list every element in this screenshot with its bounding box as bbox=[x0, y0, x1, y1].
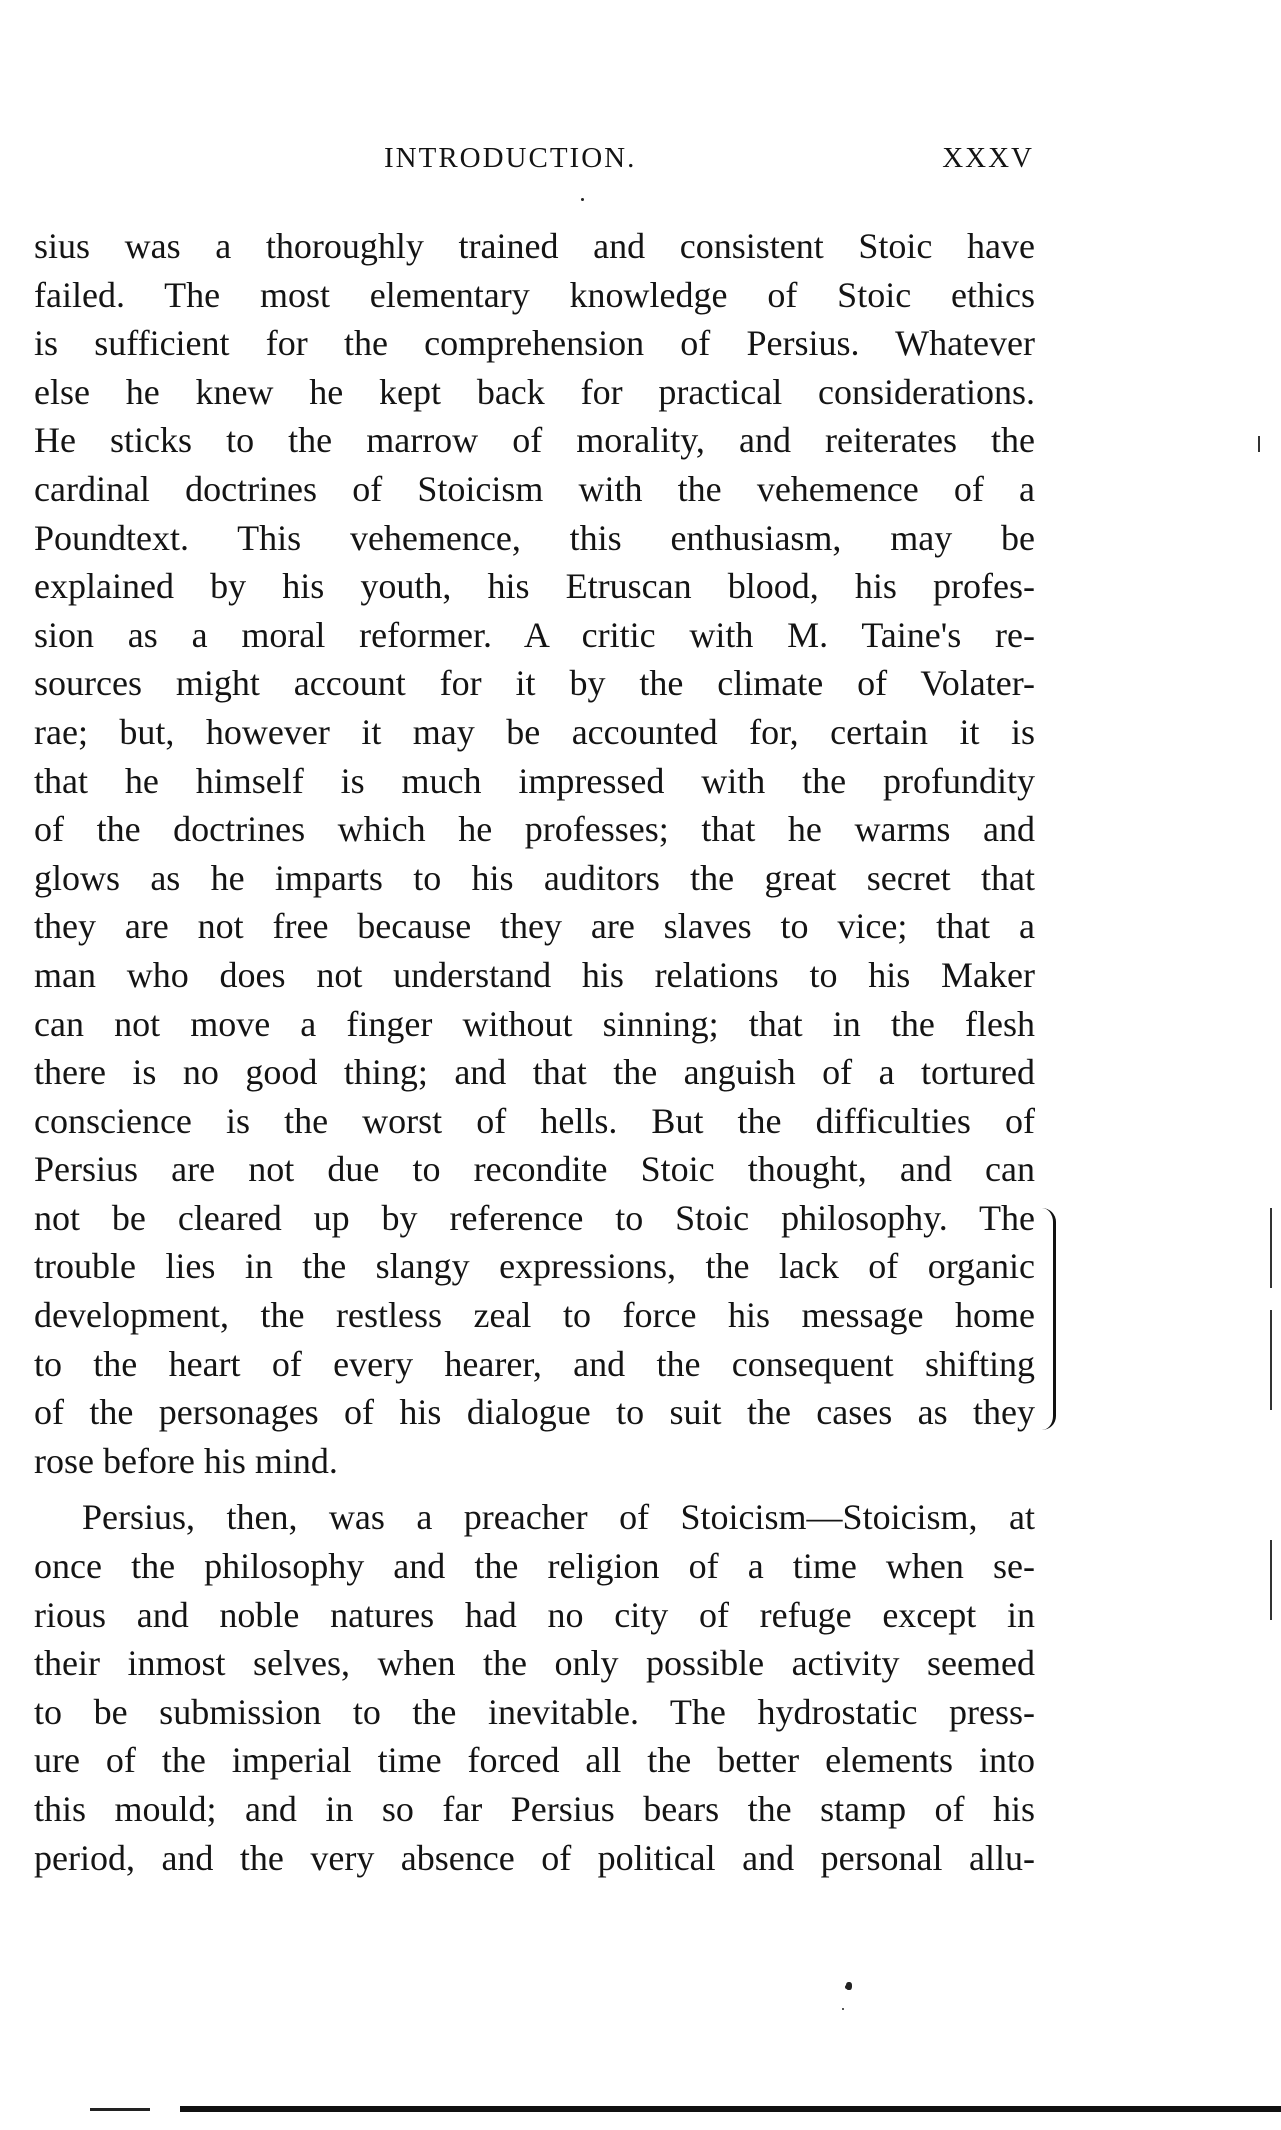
print-speck bbox=[842, 2008, 844, 2010]
text-line: is sufficient for the comprehension of Persius. Whatever bbox=[34, 323, 1035, 364]
paragraph-2 bbox=[34, 1493, 1035, 1882]
text-line: else he knew he kept back for practical considerations. bbox=[34, 371, 1035, 412]
text-line: failed. The most elementary knowledge of Stoic ethics bbox=[34, 274, 1035, 315]
text-line: to be submission to the inevitable. The hydrostatic press- bbox=[34, 1691, 1035, 1732]
text-line: explained by his youth, his Etruscan blood, his profes- bbox=[34, 566, 1035, 607]
text-line: their inmost selves, when the only possible activity seemed bbox=[34, 1643, 1035, 1684]
text-line: period, and the very absence of political and personal allu- bbox=[34, 1837, 1035, 1878]
text-line: ure of the imperial time forced all the better elements into bbox=[34, 1740, 1035, 1781]
text-line: sius was a thoroughly trained and consistent Stoic have bbox=[34, 226, 1035, 266]
text-line: this mould; and in so far Persius bears the stamp of his bbox=[34, 1789, 1035, 1829]
text-line: He sticks to the marrow of morality, and reiterates the bbox=[34, 420, 1035, 461]
margin-mark bbox=[1258, 436, 1260, 452]
text-line: not be cleared up by reference to Stoic philosophy. The bbox=[34, 1197, 1035, 1238]
margin-bracket-mark bbox=[1035, 1208, 1056, 1430]
print-speck bbox=[581, 198, 584, 201]
text-line: sources might account for it by the climate of Volater- bbox=[34, 663, 1035, 704]
text-line: cardinal doctrines of Stoicism with the vehemence of a bbox=[34, 468, 1035, 509]
running-head: INTRODUCTION. bbox=[384, 142, 637, 174]
page-header bbox=[384, 142, 1034, 182]
text-line: they are not free because they are slaves to vice; that a bbox=[34, 906, 1035, 947]
margin-mark bbox=[1270, 1310, 1272, 1410]
text-line: rose before his mind. bbox=[34, 1440, 338, 1481]
text-line: Poundtext. This vehemence, this enthusiasm, may be bbox=[34, 517, 1035, 558]
bottom-rule bbox=[180, 2106, 1281, 2112]
text-line: once the philosophy and the religion of a time when se- bbox=[34, 1546, 1035, 1587]
text-line: that he himself is much impressed with the profundity bbox=[34, 760, 1035, 801]
text-line: conscience is the worst of hells. But the difficulties of bbox=[34, 1100, 1035, 1141]
margin-mark bbox=[1270, 1208, 1272, 1288]
text-line: trouble lies in the slangy expressions, the lack of organic bbox=[34, 1246, 1035, 1287]
text-line: Persius are not due to recondite Stoic thought, and can bbox=[34, 1149, 1035, 1190]
text-line: rae; but, however it may be accounted for, certain it is bbox=[34, 711, 1035, 752]
text-line: of the doctrines which he professes; that he warms and bbox=[34, 809, 1035, 850]
page-number: XXXV bbox=[942, 142, 1034, 174]
text-line: of the personages of his dialogue to suit the cases as they bbox=[34, 1392, 1035, 1433]
text-line: development, the restless zeal to force his message home bbox=[34, 1295, 1035, 1336]
text-line: man who does not understand his relations to his Maker bbox=[34, 954, 1035, 995]
text-line: to the heart of every hearer, and the consequent shifting bbox=[34, 1343, 1035, 1384]
text-line: can not move a finger without sinning; that in the flesh bbox=[34, 1003, 1035, 1044]
body-text bbox=[34, 222, 1035, 1882]
text-line: glows as he imparts to his auditors the great secret that bbox=[34, 857, 1035, 898]
bottom-rule-short bbox=[90, 2108, 150, 2111]
text-line: rious and noble natures had no city of refuge except in bbox=[34, 1594, 1035, 1635]
text-line: sion as a moral reformer. A critic with M. Taine's re- bbox=[34, 614, 1035, 655]
text-line: there is no good thing; and that the anguish of a tortured bbox=[34, 1052, 1035, 1093]
paragraph-gap bbox=[34, 1485, 1035, 1493]
margin-mark bbox=[1270, 1540, 1272, 1620]
text-line: Persius, then, was a preacher of Stoicism—Stoicism, at bbox=[82, 1497, 1035, 1538]
print-speck bbox=[845, 1985, 849, 1989]
paragraph-1 bbox=[34, 222, 1035, 1485]
